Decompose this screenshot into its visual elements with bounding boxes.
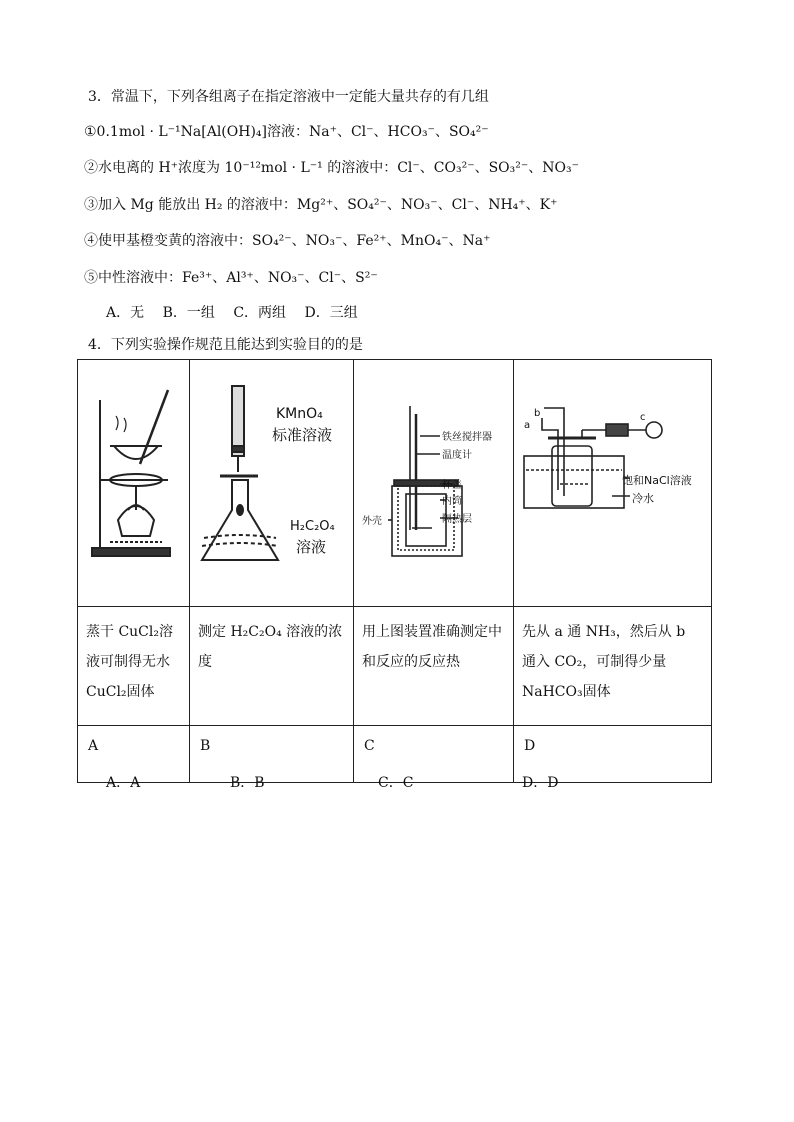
h2c2o4-label: H₂C₂O₄	[290, 519, 335, 534]
outlet-c-label: c	[640, 412, 646, 423]
solution-label: 溶液	[296, 538, 327, 556]
titration-apparatus-figure	[190, 360, 354, 606]
figure-a-cell	[78, 360, 190, 607]
saturated-nacl-label: 饱和NaCl溶液	[622, 474, 692, 487]
question-3-option-3: ③加入 Mg 能放出 H₂ 的溶液中：Mg²⁺、SO₄²⁻、NO₃⁻、Cl⁻、NH₄⁺、K⁺	[84, 197, 558, 213]
question-3-option-4: ④使甲基橙变黄的溶液中：SO₄²⁻、NO₃⁻、Fe²⁺、MnO₄⁻、Na⁺	[84, 233, 491, 249]
q3-choice-d[interactable]: D．三组	[304, 305, 358, 321]
insulation-label: 隔热层	[442, 514, 472, 525]
experiment-table	[77, 359, 712, 783]
standard-solution-label: 标准溶液	[272, 426, 333, 444]
question-3-option-2: ②水电离的 H⁺浓度为 10⁻¹²mol · L⁻¹ 的溶液中：Cl⁻、CO₃²⁻、SO₃²⁻、NO₃⁻	[84, 160, 580, 176]
description-c: 用上图装置准确测定中和反应的反应热	[354, 607, 514, 726]
description-d: 先从 a 通 NH₃，然后从 b 通入 CO₂，可制得少量 NaHCO₃固体	[514, 607, 712, 726]
q3-choice-a[interactable]: A．无	[106, 305, 145, 321]
q4-choice-a[interactable]: A．A	[106, 775, 141, 791]
letter-d: D	[514, 726, 712, 783]
letter-a: A	[78, 726, 190, 783]
figure-c-cell	[354, 360, 514, 607]
question-3-option-1: ①0.1mol · L⁻¹Na[Al(OH)₄]溶液：Na⁺、Cl⁻、HCO₃⁻、SO₄²⁻	[84, 124, 489, 140]
question-3-title: 3．常温下，下列各组离子在指定溶液中一定能大量共存的有几组	[88, 89, 489, 105]
question-3-choices	[106, 302, 372, 324]
question-4-title: 4．下列实验操作规范且能达到实验目的的是	[88, 337, 363, 353]
figure-d-cell	[514, 360, 712, 607]
letter-c: C	[354, 726, 514, 783]
cold-water-label: 冷水	[632, 492, 654, 505]
stirrer-label: 铁丝搅拌器	[442, 432, 492, 443]
thermometer-label: 温度计	[442, 450, 472, 461]
calorimeter-figure	[354, 360, 514, 606]
q4-choice-c[interactable]: C．C	[378, 775, 414, 791]
figure-b-cell	[190, 360, 354, 607]
gas-absorption-figure	[514, 360, 712, 606]
outer-shell-label: 外壳	[362, 516, 382, 527]
lid-label: 杯盖	[442, 480, 462, 491]
question-3-option-5: ⑤中性溶液中：Fe³⁺、Al³⁺、NO₃⁻、Cl⁻、S²⁻	[84, 270, 378, 286]
letter-b: B	[190, 726, 354, 783]
evaporation-apparatus-figure	[78, 360, 190, 606]
kmno4-label: KMnO₄	[276, 406, 323, 422]
inner-cup-label: 内筒	[442, 496, 462, 507]
inlet-b-label: b	[534, 408, 541, 419]
description-b: 测定 H₂C₂O₄ 溶液的浓度	[190, 607, 354, 726]
description-a: 蒸干 CuCl₂溶液可制得无水 CuCl₂固体	[78, 607, 190, 726]
q3-choice-c[interactable]: C．两组	[233, 305, 287, 321]
q4-choice-b[interactable]: B．B	[230, 775, 265, 791]
q3-choice-b[interactable]: B．一组	[162, 305, 215, 321]
q4-choice-d[interactable]: D．D	[522, 775, 559, 791]
inlet-a-label: a	[524, 420, 531, 431]
